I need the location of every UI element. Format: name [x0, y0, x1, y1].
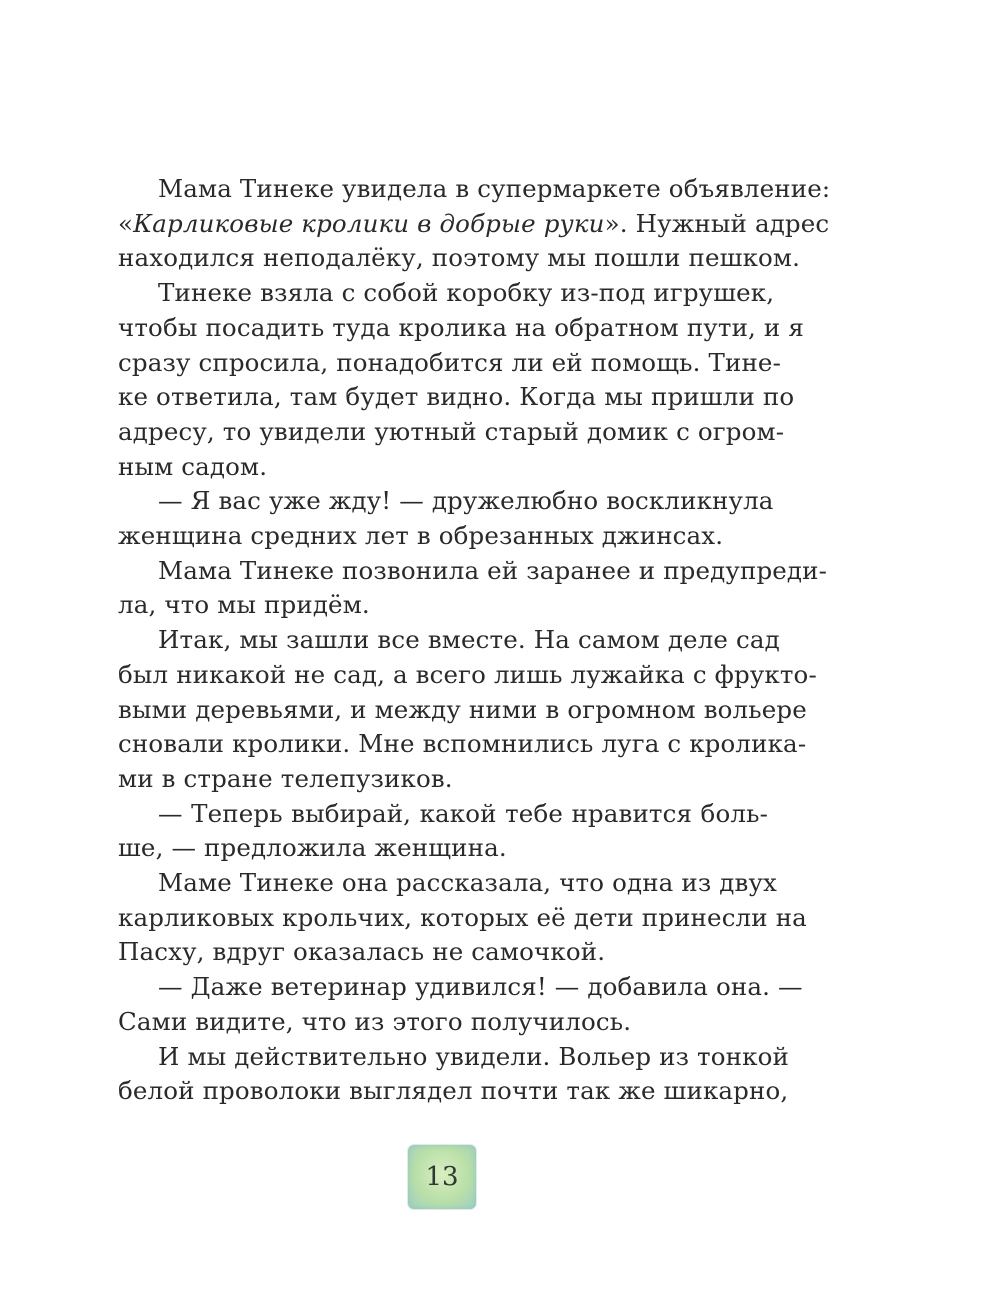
text-line: — Даже ветеринар удивился! — добавила она. —	[158, 972, 803, 1002]
text-line: Пасху, вдруг оказалась не самочкой.	[118, 937, 606, 967]
text-line: ным садом.	[118, 451, 268, 481]
text-line: ми в стране телепузиков.	[118, 763, 453, 793]
text-line: Тинеке взяла с собой коробку из-под игрушек,	[158, 278, 775, 308]
text-line: Итак, мы зашли все вместе. На самом деле сад	[158, 625, 780, 655]
text-line: сновали кролики. Мне вспомнились луга с кролика-	[118, 729, 807, 759]
text-line: адресу, то увидели уютный старый домик с огром-	[118, 416, 785, 446]
text-line: ше, — предложила женщина.	[118, 833, 507, 863]
text-line: находился неподалёку, поэтому мы пошли пешком.	[118, 243, 801, 273]
text-line: белой проволоки выглядел почти так же шикарно,	[118, 1076, 789, 1106]
text-line: чтобы посадить туда кролика на обратном пути, и я	[118, 312, 804, 342]
paragraph	[118, 554, 828, 623]
text-line: выми деревьями, и между ними в огромном вольере	[118, 694, 807, 724]
text-line: ла, что мы придём.	[118, 590, 370, 620]
paragraph	[118, 797, 768, 866]
body-text	[118, 172, 831, 1109]
page-number-badge	[408, 1145, 476, 1209]
text-line: Сами видите, что из этого получилось.	[118, 1006, 632, 1036]
text-line: Мама Тинеке позвонила ей заранее и предупреди-	[158, 555, 828, 585]
paragraph	[118, 623, 817, 797]
text-line: Мама Тинеке увидела в супермаркете объявление:	[158, 174, 831, 203]
text-line: Маме Тинеке она рассказала, что одна из двух	[158, 868, 778, 898]
text-line: И мы действительно увидели. Вольер из тонкой	[158, 1041, 789, 1071]
text-line: женщина средних лет в обрезанных джинсах.	[118, 521, 724, 551]
page-number: 13	[425, 1162, 459, 1192]
paragraph	[118, 1040, 789, 1109]
paragraph	[118, 866, 807, 970]
paragraph	[118, 172, 831, 276]
text-line: — Я вас уже жду! — дружелюбно воскликнула	[158, 486, 774, 516]
paragraph	[118, 970, 803, 1039]
paragraph	[118, 484, 774, 553]
paragraph	[118, 276, 804, 484]
text-line: ке ответила, там будет видно. Когда мы пришли по	[118, 382, 795, 412]
text-line: сразу спросила, понадобится ли ей помощь. Тине-	[118, 347, 782, 377]
text-line: «Карликовые кролики в добрые руки». Нужный адрес	[118, 208, 830, 238]
text-line: был никакой не сад, а всего лишь лужайка с фрукто-	[118, 659, 817, 689]
text-line: — Теперь выбирай, какой тебе нравится боль-	[158, 798, 768, 828]
text-line: карликовых крольчих, которых её дети принесли на	[118, 902, 807, 932]
